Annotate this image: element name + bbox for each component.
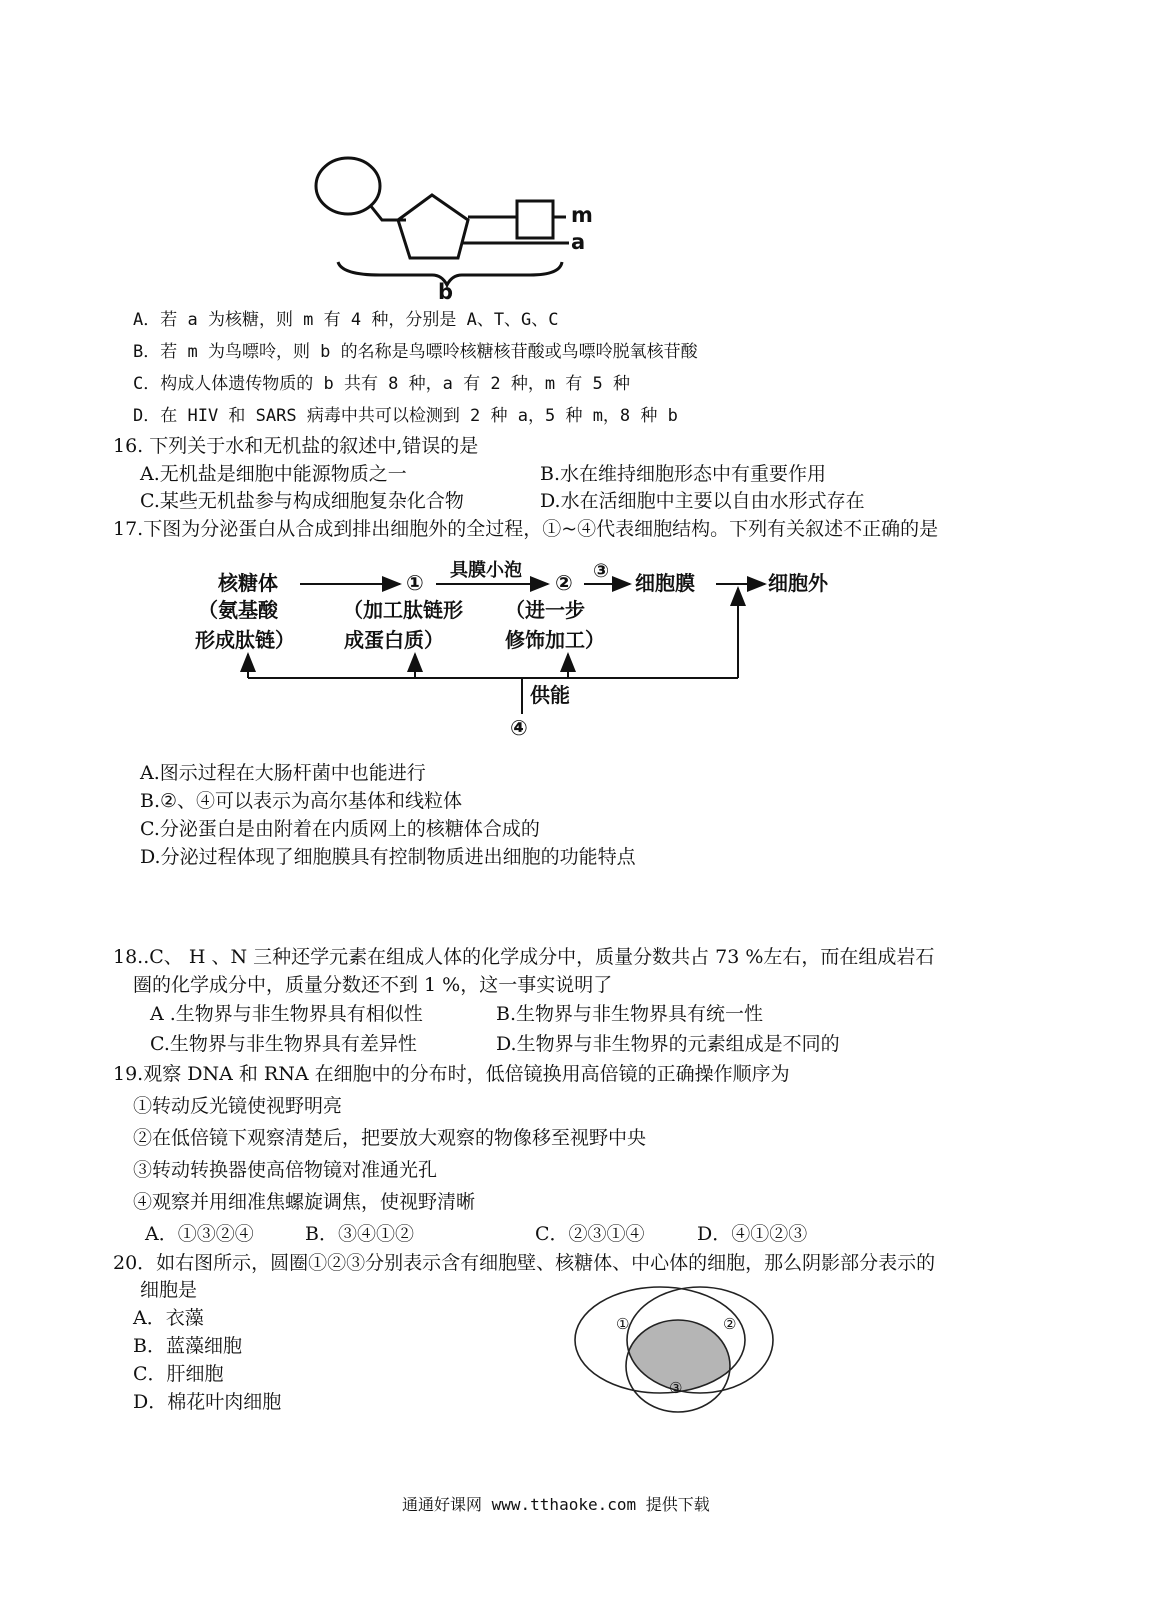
q19-option-a: A．①③②④ (145, 1223, 254, 1245)
q19-stem: 19.观察 DNA 和 RNA 在细胞中的分布时，低倍镜换用高倍镜的正确操作顺序为 (113, 1063, 790, 1085)
flow-struct-2-note-2: 修饰加工） (505, 628, 605, 652)
q20-option-c: C．肝细胞 (133, 1363, 224, 1385)
q16-option-c: C.某些无机盐参与构成细胞复杂化合物 (140, 490, 464, 512)
q19-step-2: ②在低倍镜下观察清楚后，把要放大观察的物像移至视野中央 (133, 1127, 647, 1149)
q16-option-b: B.水在维持细胞形态中有重要作用 (540, 463, 827, 485)
flow-struct-1: ① (406, 571, 424, 595)
q19-step-4: ④观察并用细准焦螺旋调焦，使视野清晰 (133, 1191, 476, 1213)
q20-option-d: D．棉花叶肉细胞 (133, 1391, 282, 1413)
q18-option-a: A .生物界与非生物界具有相似性 (150, 1003, 423, 1025)
flow-struct-2-note-1: （进一步 (505, 598, 585, 622)
flow-energy: 供能 (530, 683, 570, 707)
q20-stem-line-1: 20．如右图所示，圆圈①②③分别表示含有细胞壁、核糖体、中心体的细胞，那么阴影部分表示的 (113, 1252, 936, 1274)
q20-stem-line-2: 细胞是 (140, 1279, 198, 1301)
label-a: a (571, 230, 586, 254)
q15-option-b: B．若 m 为鸟嘌呤，则 b 的名称是鸟嘌呤核糖核苷酸或鸟嘌呤脱氧核苷酸 (133, 342, 698, 362)
flow-ribosome-note-1: （氨基酸 (198, 598, 278, 622)
q17-option-b: B.②、④可以表示为高尔基体和线粒体 (140, 790, 463, 812)
flow-vesicle: 具膜小泡 (450, 560, 522, 581)
page-footer: 通通好课网 www.tthaoke.com 提供下载 (402, 1495, 710, 1514)
venn-label-2: ② (723, 1315, 737, 1333)
flow-ribosome: 核糖体 (218, 571, 278, 595)
q20-option-a: A．衣藻 (133, 1307, 204, 1329)
q18-option-d: D.生物界与非生物界的元素组成是不同的 (496, 1033, 840, 1055)
flow-membrane: 细胞膜 (635, 571, 695, 595)
q19-step-1: ①转动反光镜使视野明亮 (133, 1095, 343, 1117)
q18-option-b: B.生物界与非生物界具有统一性 (496, 1003, 764, 1025)
q20-option-b: B．蓝藻细胞 (133, 1335, 242, 1357)
q18-option-c: C.生物界与非生物界具有差异性 (150, 1033, 417, 1055)
q16-option-d: D.水在活细胞中主要以自由水形式存在 (540, 490, 865, 512)
q15-option-c: C．构成人体遗传物质的 b 共有 8 种，a 有 2 种，m 有 5 种 (133, 374, 630, 394)
q18-stem-line-2: 圈的化学成分中，质量分数还不到 1 %，这一事实说明了 (133, 974, 613, 996)
q18-stem-line-1: 18..C、 H 、N 三种还学元素在组成人体的化学成分中，质量分数共占 73 %左右，而在组成岩石 (113, 946, 935, 968)
q19-option-d: D．④①②③ (697, 1223, 808, 1245)
q17-option-a: A.图示过程在大肠杆菌中也能进行 (140, 762, 426, 784)
flow-ribosome-note-2: 形成肽链） (195, 628, 295, 652)
q19-option-c: C．②③①④ (535, 1223, 645, 1245)
flow-struct-1-note-1: （加工肽链形 (343, 598, 463, 622)
q15-option-a: A．若 a 为核糖，则 m 有 4 种，分别是 A、T、G、C (133, 310, 559, 330)
q16-stem: 16. 下列关于水和无机盐的叙述中,错误的是 (113, 435, 479, 457)
flow-outside: 细胞外 (768, 571, 828, 595)
q19-option-b: B．③④①② (305, 1223, 414, 1245)
q17-option-d: D.分泌过程体现了细胞膜具有控制物质进出细胞的功能特点 (140, 846, 636, 868)
q16-option-a: A.无机盐是细胞中能源物质之一 (140, 463, 407, 485)
flow-struct-4: ④ (510, 716, 528, 740)
label-b: b (438, 280, 454, 304)
q17-stem: 17.下图为分泌蛋白从合成到排出细胞外的全过程，①~④代表细胞结构。下列有关叙述不正确的是 (113, 518, 939, 540)
label-m: m (571, 203, 593, 227)
q17-option-c: C.分泌蛋白是由附着在内质网上的核糖体合成的 (140, 818, 540, 840)
q19-step-3: ③转动转换器使高倍物镜对准通光孔 (133, 1159, 438, 1181)
venn-label-3: ③ (669, 1379, 683, 1397)
venn-label-1: ① (616, 1315, 630, 1333)
flow-struct-1-note-2: 成蛋白质） (344, 628, 444, 652)
flow-struct-3: ③ (593, 560, 610, 582)
flow-struct-2: ② (555, 571, 573, 595)
q15-option-d: D．在 HIV 和 SARS 病毒中共可以检测到 2 种 a，5 种 m，8 种 b (133, 406, 678, 426)
